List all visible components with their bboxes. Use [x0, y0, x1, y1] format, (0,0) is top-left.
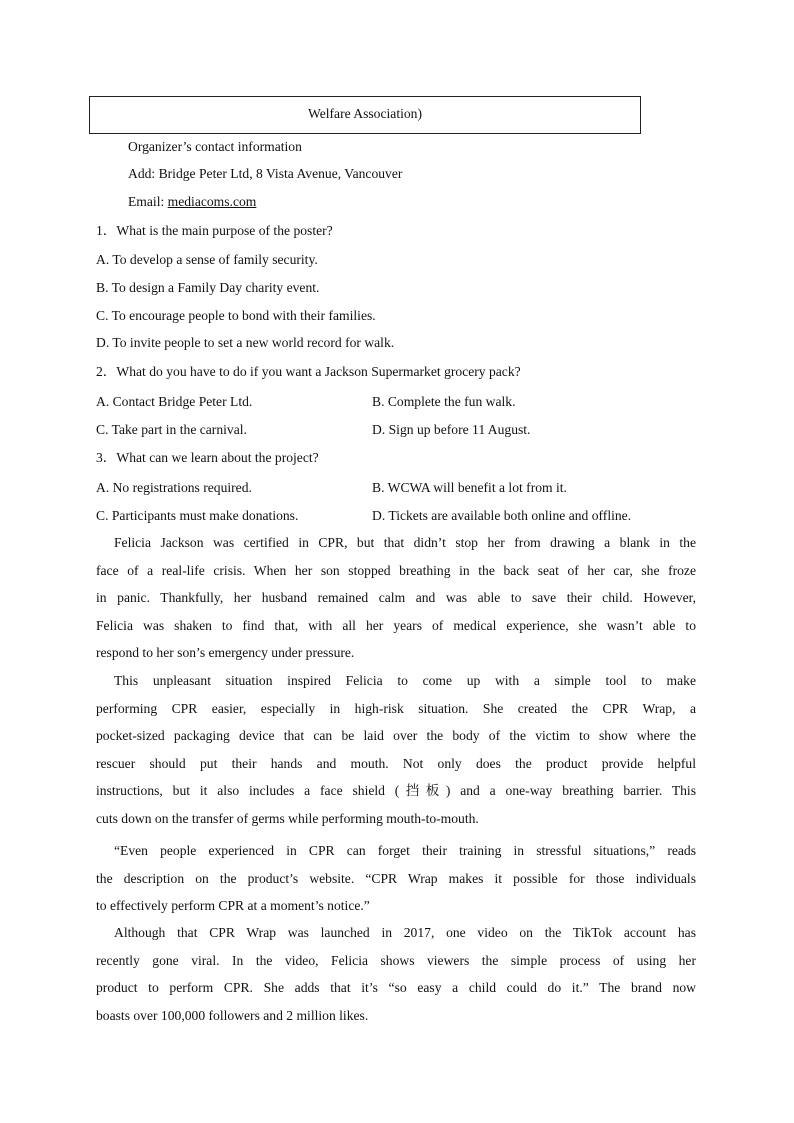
contact-address: Add: Bridge Peter Ltd, 8 Vista Avenue, Vancouver: [128, 166, 403, 181]
passage-line: performing CPR easier, especially in high-risk situation. She created the CPR Wrap, a: [96, 700, 696, 716]
poster-box-bottom: [89, 96, 641, 134]
passage-line: face of a real-life crisis. When her son stopped breathing in the back seat of her car, she froze: [96, 562, 696, 578]
passage-paragraph-3: [96, 837, 696, 920]
poster-box-text: Welfare Association): [307, 106, 423, 121]
question-3-option-c: C. Participants must make donations.: [96, 508, 299, 523]
question-2-option-c: C. Take part in the carnival.: [96, 422, 247, 437]
contact-heading: Organizer’s contact information: [128, 139, 302, 154]
passage-line: boasts over 100,000 followers and 2 million likes.: [96, 1007, 369, 1023]
passage-line: to effectively perform CPR at a moment’s notice.”: [96, 898, 370, 914]
email-label: Email:: [128, 194, 168, 209]
passage-line: Felicia Jackson was certified in CPR, but that didn’t stop her from drawing a blank in the: [114, 535, 696, 550]
question-3-option-d: D. Tickets are available both online and offline.: [372, 508, 632, 523]
passage-line: recently gone viral. In the video, Felicia shows viewers the simple process of using her: [96, 952, 696, 968]
passage-line: product to perform CPR. She adds that it’s “so easy a child could do it.” The brand now: [96, 980, 696, 996]
passage-line: instructions, but it also includes a face shield (挡板) and a one-way breathing barrier. This: [96, 783, 696, 799]
passage-line: rescuer should put their hands and mouth. Not only does the product provide helpful: [96, 755, 696, 771]
question-2-option-b: B. Complete the fun walk.: [372, 394, 516, 409]
question-1-option-b: B. To design a Family Day charity event.: [96, 280, 320, 295]
contact-email: [128, 194, 256, 210]
passage-line: pocket-sized packaging device that can be laid over the body of the victim to show where the: [96, 728, 696, 744]
passage-line: respond to her son’s emergency under pressure.: [96, 645, 355, 661]
passage-paragraph-2: [96, 667, 696, 833]
question-3-stem: 3．What can we learn about the project?: [96, 450, 319, 465]
passage-line: in panic. Thankfully, her husband remained calm and was able to save their child. However,: [96, 590, 696, 606]
passage-line: “Even people experienced in CPR can forget their training in stressful situations,” reads: [114, 843, 696, 858]
passage-line: cuts down on the transfer of germs while performing mouth-to-mouth.: [96, 810, 479, 826]
email-link[interactable]: mediacoms.com: [167, 194, 257, 209]
passage-paragraph-4: [96, 919, 696, 1029]
question-2-option-a: A. Contact Bridge Peter Ltd.: [96, 394, 253, 409]
passage-line: Felicia was shaken to find that, with all her years of medical experience, she wasn’t able to: [96, 617, 696, 633]
question-2-option-d: D. Sign up before 11 August.: [372, 422, 531, 437]
passage-line: Although that CPR Wrap was launched in 2017, one video on the TikTok account has: [114, 925, 696, 940]
passage-line: the description on the product’s website. “CPR Wrap makes it possible for those individuals: [96, 870, 696, 886]
question-1-option-d: D. To invite people to set a new world record for walk.: [96, 335, 395, 350]
question-1-option-a: A. To develop a sense of family security.: [96, 252, 318, 267]
question-3-option-b: B. WCWA will benefit a lot from it.: [372, 480, 567, 495]
question-1-stem: 1．What is the main purpose of the poster?: [96, 223, 333, 238]
question-3-option-a: A. No registrations required.: [96, 480, 252, 495]
passage-line: This unpleasant situation inspired Felicia to come up with a simple tool to make: [114, 673, 696, 688]
question-2-stem: 2．What do you have to do if you want a Jackson Supermarket grocery pack?: [96, 364, 521, 379]
passage-paragraph-1: [96, 529, 696, 667]
question-1-option-c: C. To encourage people to bond with their families.: [96, 308, 376, 323]
